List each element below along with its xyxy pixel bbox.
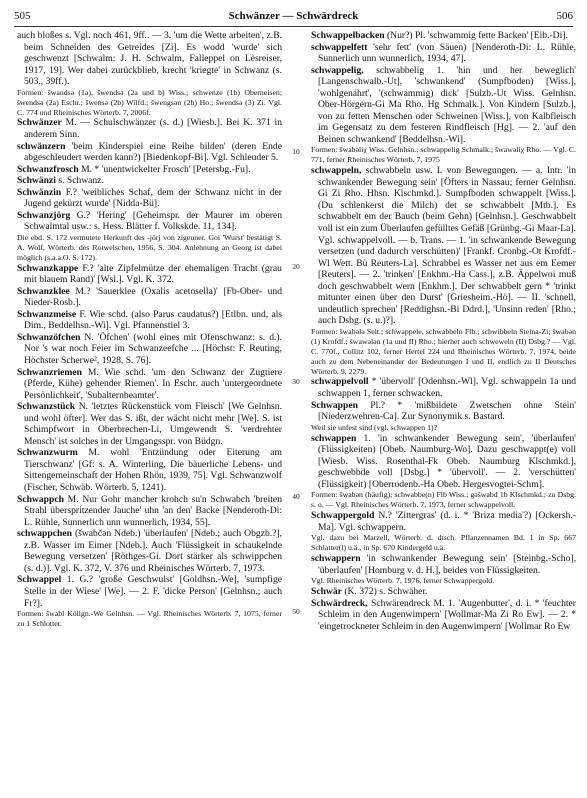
line-number: 20 [292, 262, 300, 271]
entry-headword: schwappern [311, 553, 361, 565]
entry-text: M. Wie schd. 'um den Schwanz der Zugtiere (Pferde, Kühe) gehender Riemen'. In Eschr. auch 'untergeordnete Persönlichkeit', 'Subalternbeamter'. [24, 366, 282, 401]
dictionary-entry [311, 376, 576, 399]
entry-headword: schwappen [311, 432, 357, 444]
entry-text: Formen: šwabələ Selt.; schwappele, schwabbeln Flb.; schwibbeln Steina-Zi; šwabən (1) Krofdf.; šwawələn (1a und II) Rho.; hierher auch schweweln (II) Dsbg.? — Vgl. C. 770f., Collitz 102, ferner Hertel 224 und Rheinisches Wörterb. 7, 1974, beide auch zu dem Nebeneinander der Bedeutungen I und II, endlich zu II Deutsches Wörterb. 9, 2279. [311, 326, 576, 376]
dictionary-entry [311, 400, 576, 423]
dictionary-entry [17, 367, 282, 402]
entry-text: Formen: šwabl Köllgn.-We Gelnhsn. — Vgl. Rheinisches Wörterb. 7, 1075, ferner zu 1 Schlotter. [17, 609, 282, 628]
left-column [17, 30, 282, 792]
entry-text: 'sehr fett' (von Säuen) [Nenderoth-Di: L. Rühle, Sunnerlich unn wunnerlich, 1934, 47]. [318, 41, 576, 65]
entry-headword: Schwappel [17, 574, 62, 586]
entry-headword: schwänzern [17, 140, 66, 152]
entry-text: Vgl. Rheinisches Wörterb. 7, 1976, ferner Schwappergold. [311, 576, 495, 586]
entry-headword: Schwänzin [17, 186, 62, 198]
entry-text: F.? 'weibliches Schaf, dem der Schwanz nicht in der Jugend gekürzt wurde' [Nidda-Bü]. [24, 186, 282, 210]
entry-note [311, 576, 576, 586]
dictionary-entry [17, 117, 282, 140]
dictionary-entry [17, 528, 282, 574]
entry-text: M. * 'unentwickelter Frosch' [Petersbg.-Fu]. [81, 163, 251, 175]
entry-headword: Schwappelbacken [311, 30, 385, 41]
entry-headword: Schwanzriemen [17, 366, 83, 378]
entry-text: G.? 'Hering' [Geheimspr. der Maurer im oberen Schwalmtal usw.: s. Hess. Blätter f. Volkskde. 11, 134]. [24, 209, 282, 233]
entry-headword: Schwänzer [17, 117, 62, 129]
entry-text: s. Schwanz. [58, 175, 104, 187]
dictionary-entry [311, 510, 576, 533]
entry-text: 'beim Kinderspiel eine Reihe bilden' (deren Ende abgeschleudert werden kann?) [Biedenkopf-Bi]. Vgl. Schleuder 5. [24, 140, 282, 164]
running-title: Schwänzer — Schwärdreck [228, 10, 359, 22]
dictionary-entry [311, 30, 576, 42]
entry-text: M. wohl 'Entzündung oder Eiterung am Tierschwanz' [Gf: s. A. Winterling, Die bäuerliche Lebens- und Sittengemeinschaft der Hohen Rhön, 1939, 75]. Vgl. Schwanzwolf (Fischer, Schwäb. Wörterb. 5, 1241). [24, 447, 282, 494]
header-rule [14, 26, 573, 27]
entry-text: N. 'Öfchen' (wohl eines mit Ofenschwanz: s. d.). Nor 's war noch Feier im Schwanzeefche ... [Höchst: F. Reuting, Höchster Scherwe², 1928, S. 76]. [24, 331, 282, 367]
line-number: 50 [292, 607, 300, 616]
page-number-left: 505 [14, 10, 31, 22]
dictionary-entry [311, 42, 576, 65]
dictionary-entry [311, 165, 576, 327]
dictionary-entry [17, 494, 282, 529]
dictionary-entry [17, 263, 282, 286]
dictionary-entry [17, 175, 282, 187]
entry-text: F. Wie schd. (also Parus caudatus?) [Etlbn. und, als Dim., Beddelhsn.-Wi]. Vgl. Pfannenstiel 3. [24, 308, 282, 332]
dictionary-entry [17, 401, 282, 447]
entry-text: auch bloßes s. Vgl. noch 461, 9ff.. — 3. 'um die Wette arbeiten', z.B. beim Schneiden des Getreides [Zi]. Es wodd 'wurde' sich geschwenzt [Schwalm: J. H. Schwalm, Falleppel on Lèsreiser, 1917, 19]. Wer dabei zurückblieb, krecht 'kriegte' in Schwanz (s. 503., 39ff.). [17, 30, 282, 88]
entry-headword: schwappchen [17, 528, 72, 540]
dictionary-entry [17, 286, 282, 309]
entry-text: Formen: šwabən (häufig); schwabbe(n) Flb Wiss.; gəšwabd 1b Klschmkd.; zu Dsbg. s. o. — Vgl. Rheinisches Wörterb. 7, 1973, ferner schwappelvoll. [311, 490, 576, 510]
line-number: 30 [292, 377, 300, 386]
entry-headword: schwappeln, [311, 165, 362, 177]
entry-text: M.? 'Sauerklee (Oxalis acetosella)' [Fb-Ober- und Nieder-Rosb.]. [24, 285, 282, 309]
dictionary-entry [17, 210, 282, 233]
entry-text: * 'übervoll' [Odenhsn.-Wl]. Vgl. schwappeln 1a und schwappen 1, ferner schwacken. [318, 376, 576, 400]
entry-text: M. — Schulschwänzer (s. d.) [Wiesb.]. Bei K. 371 in anderem Sinn. [24, 117, 282, 140]
entry-text: 1. G.? 'große Geschwulst' [Goldhsn.-We], 'sumpfige Stelle in der Wiese' [We]. — 2. F. 'dicke Person' [Gelnhsn.; auch Fr?]. [24, 574, 282, 609]
entry-text: Formen: šwandsə (1a), šwendsə (2a und b) Wiss.; schwenze (1b) Oberneisen; šwendsə (2a) Eschr.; šwensə (2b) Wilfd.; šwengsən (2b) Ho.; šwendsə (3) Zi. Vgl. C. 774 und Rheinisches Wörterb. 7, 2006f. [17, 87, 282, 117]
entry-text: Weil sie unfest sind (vgl. schwappen 1)? [311, 422, 438, 432]
entry-headword: Schwänzi [17, 175, 56, 187]
entry-text: (šwabčən Ndeb.) 'überlaufen' [Ndeb.; auch Obgzb.?], z.B. Wasser im Eimer [Ndeb.]. Auch 'Flüssigkeit in schaukelnde Bewegung versetzen' [Röthges-Gi. Dort stärker als schwippchen (s. d.)]. Vgl. K. 372, V. 376 und Rheinisches Wörterb. 7, 1973. [24, 528, 282, 574]
entry-text: schwabbelig 1. 'hin und her beweglich' [Langenschwalb.-Ut], 'schwankend' (Sumpfboden) [Wiss.], 'wohlgenährt', '(schwammig) dick' [Sulzb.-Ut Wiss. Gelnhsn. Ober-Hörgern-Gi Ma Rho. Hg Schmalk.]. Von Kindern [Sulzb.], von zu fetten Menschen oder Schweinen [Wiss.], von Kalbfleisch im Gegensatz zu dem festeren Rindfleisch [Hg]. — 2. 'auf den Beinen schwankend' [Beddelhsn.-Wi]. [318, 64, 576, 145]
page-header [14, 10, 573, 24]
entry-text: N. 'letztes Rückenstück vom Fleisch' [We Gelnhsn. und wohl öfter]. Wer das S. ißt, der wächt nicht mehr [We]. S. ist Schimpfwort in Oberbrechen-Li, Umgewendt S. 'verdrehter Mensch' ist solches in der Umgangsspr. von Büdgn. [24, 401, 282, 447]
line-number: 10 [292, 147, 300, 156]
right-column [311, 30, 576, 792]
entry-note [311, 145, 576, 165]
page-number-right: 506 [556, 10, 573, 22]
dictionary-entry [17, 164, 282, 176]
entry-note [311, 490, 576, 510]
line-number: 40 [292, 492, 300, 501]
entry-headword: schwappelig, [311, 64, 364, 76]
dictionary-entry [311, 586, 576, 598]
dictionary-entry [311, 553, 576, 576]
dictionary-entry [17, 332, 282, 367]
entry-note [311, 533, 576, 553]
dictionary-entry [17, 30, 282, 88]
entry-text: schwabbeln usw. I. von Bewegungen. — a. Intr. 'in schwankender Bewegung sein' [Öfters in Nassau; ferner Gelnhsn. Gi Zi Rho. Hhsn. Klschmkd.]. Sumpfboden schwappelt [Wiss.]. (Du schlenkerst die Milch) det se schwabbelt [Mtb.]. Es schwabbelt em der Bauch (beim Gehn) [Gelnhsn.]. Geschwabbelt voll ist ein zum Überlaufen gefülltes Gefäß [Grünbg.-Gi Maar-La]. Vgl. schwappelvoll. — b. Trans. — 1. 'in schwankende Bewegung versetzen (und dadurch verschütten)' [Frankf. Cronbg.-Ot Krofdf.-Wl Wett. Bü Reuters-La]. Schrabbel es Wasser net aus em Eemer [Reuters]. — 2. 'trinken' [Enkhm.-Ha Cass.], z.B. Äppelwoi muß doch geschwabbelt wern [Enkhm.]. Der schwabbelt gern * 'trinkt mitunter einen über den Durst' [Griesheim.-Hö]. — II. 'schnell, undeutlich sprechen' [Reddighsn.-Bi Ddrd.], 'Unsinn reden' [Rho.; auch Dsbg. (s. u.)?]. [318, 165, 576, 327]
entry-text: Vgl. dazu bei Marzell, Wörterb. d. dtsch. Pflanzennamen Bd. 1 in Sp. 667 Schlatter(l) u.ä., in Sp. 670 Kindergeld u.ä. [311, 533, 576, 553]
entry-headword: Schwanzstück [17, 401, 76, 413]
entry-text: M. Nur Gohr mancher krohch su'n Schwabch 'breiten Strahl überspritzender Jauche' uhn 'an den' Backe [Nenderoth-Di: L. Rühle, Sunnerlich unn wunnerlich, 1934, 55]. [24, 493, 282, 528]
entry-note [311, 423, 576, 433]
entry-text: (Nur?) Pl. 'schwammig fette Backen' [Eib.-Di]. [386, 30, 568, 41]
entry-headword: Schwanzmeise [17, 308, 77, 320]
entry-text: N.? 'Zittergras' (d. i. * 'Briza media'?) [Ockersh.-Ma]. Vgl. schwappern. [318, 510, 576, 533]
entry-headword: Schwappergold [311, 510, 375, 522]
entry-headword: Schwanzjörg [17, 209, 71, 221]
entry-headword: Schwappen [311, 399, 358, 411]
entry-headword: Schwanzklee [17, 285, 70, 297]
entry-headword: Schwanzwurm [17, 447, 78, 459]
entry-headword: Schwärdreck, [311, 597, 368, 609]
entry-text: Pl.? * 'mißbildete Zwetschen ohne Stein' [Niederzwehren-Ca]. Zur Synonymik s. Bastard. [318, 399, 576, 423]
dictionary-entry [17, 309, 282, 332]
entry-text: Formen: šwabəliχ Wiss. Gelnhsn.; schwappelig Schmalk.; šwawəliχ Rho. — Vgl. C. 771, ferner Rheinisches Wörterb. 7, 1975 [311, 145, 576, 165]
dictionary-entry [17, 187, 282, 210]
dictionary-entry [17, 574, 282, 609]
dictionary-entry [311, 598, 576, 633]
entry-headword: schwappelfett [311, 41, 368, 53]
dictionary-entry [311, 65, 576, 146]
dictionary-entry [17, 141, 282, 164]
entry-note [17, 88, 282, 118]
entry-headword: Schwanzöfchen [17, 331, 81, 343]
entry-note [17, 609, 282, 629]
entry-headword: Schwanzkappe [17, 262, 79, 274]
entry-text: F.? 'alte Zipfelmütze der ehemaligen Tracht (grau mit blauem Rand)' [Wsl.]. Vgl. K. 372. [24, 262, 282, 286]
entry-text: Schwärendreck M. 1. 'Augenbutter', d. i. * 'feuchter Schleim in den Augenwimpern' [Wollmar-Ma Zi Ro Ew]. — 2. * 'eingetrockneter Schleim in den Augenwimpern' [Wollmar Ro Ew [318, 597, 576, 632]
entry-headword: schwappelvoll [311, 376, 369, 388]
entry-headword: Schwär [311, 586, 342, 598]
dictionary-entry [311, 433, 576, 491]
entry-text: Die ebd. S. 172 vermutete Herkunft des -jörj von zigeuner. Goi 'Wurst' bestätigt S. A. Wolf, Wörterb. des Rotwelschen, 1956, S. 304. Anlehnung an Georg ist dabei möglich (s.a.a.O. S. 172). [17, 232, 282, 262]
entry-headword: Schwappch [17, 493, 64, 505]
dictionary-entry [17, 447, 282, 493]
entry-note [311, 327, 576, 377]
entry-text: 'in schwankender Bewegung sein' [Steinbg.-Scho], 'überlaufen' [Homburg v. d. H.], beides von Flüssigkeiten. [318, 553, 576, 576]
entry-note [17, 233, 282, 263]
entry-headword: Schwanzfrosch [17, 163, 79, 175]
entry-text: 1. 'in schwankender Bewegung sein', 'überlaufen' (Flüssigkeiten) [Obeb. Naumburg-Wo]. Dazu geschwappt(e) voll [Wiesb. Wiss. Rosenthal-Fk Obeb. Naumburg Klschmkd.], geschwebbde voll [Dsbg.] * 'übervoll'. — 2. 'verschütten' (Flüssigkeit) [Oberrodenb.-Ha Obeb. Hergesvogtei-Schm]. [318, 432, 576, 490]
entry-text: (K. 372) s. Schwäher. [344, 586, 428, 598]
